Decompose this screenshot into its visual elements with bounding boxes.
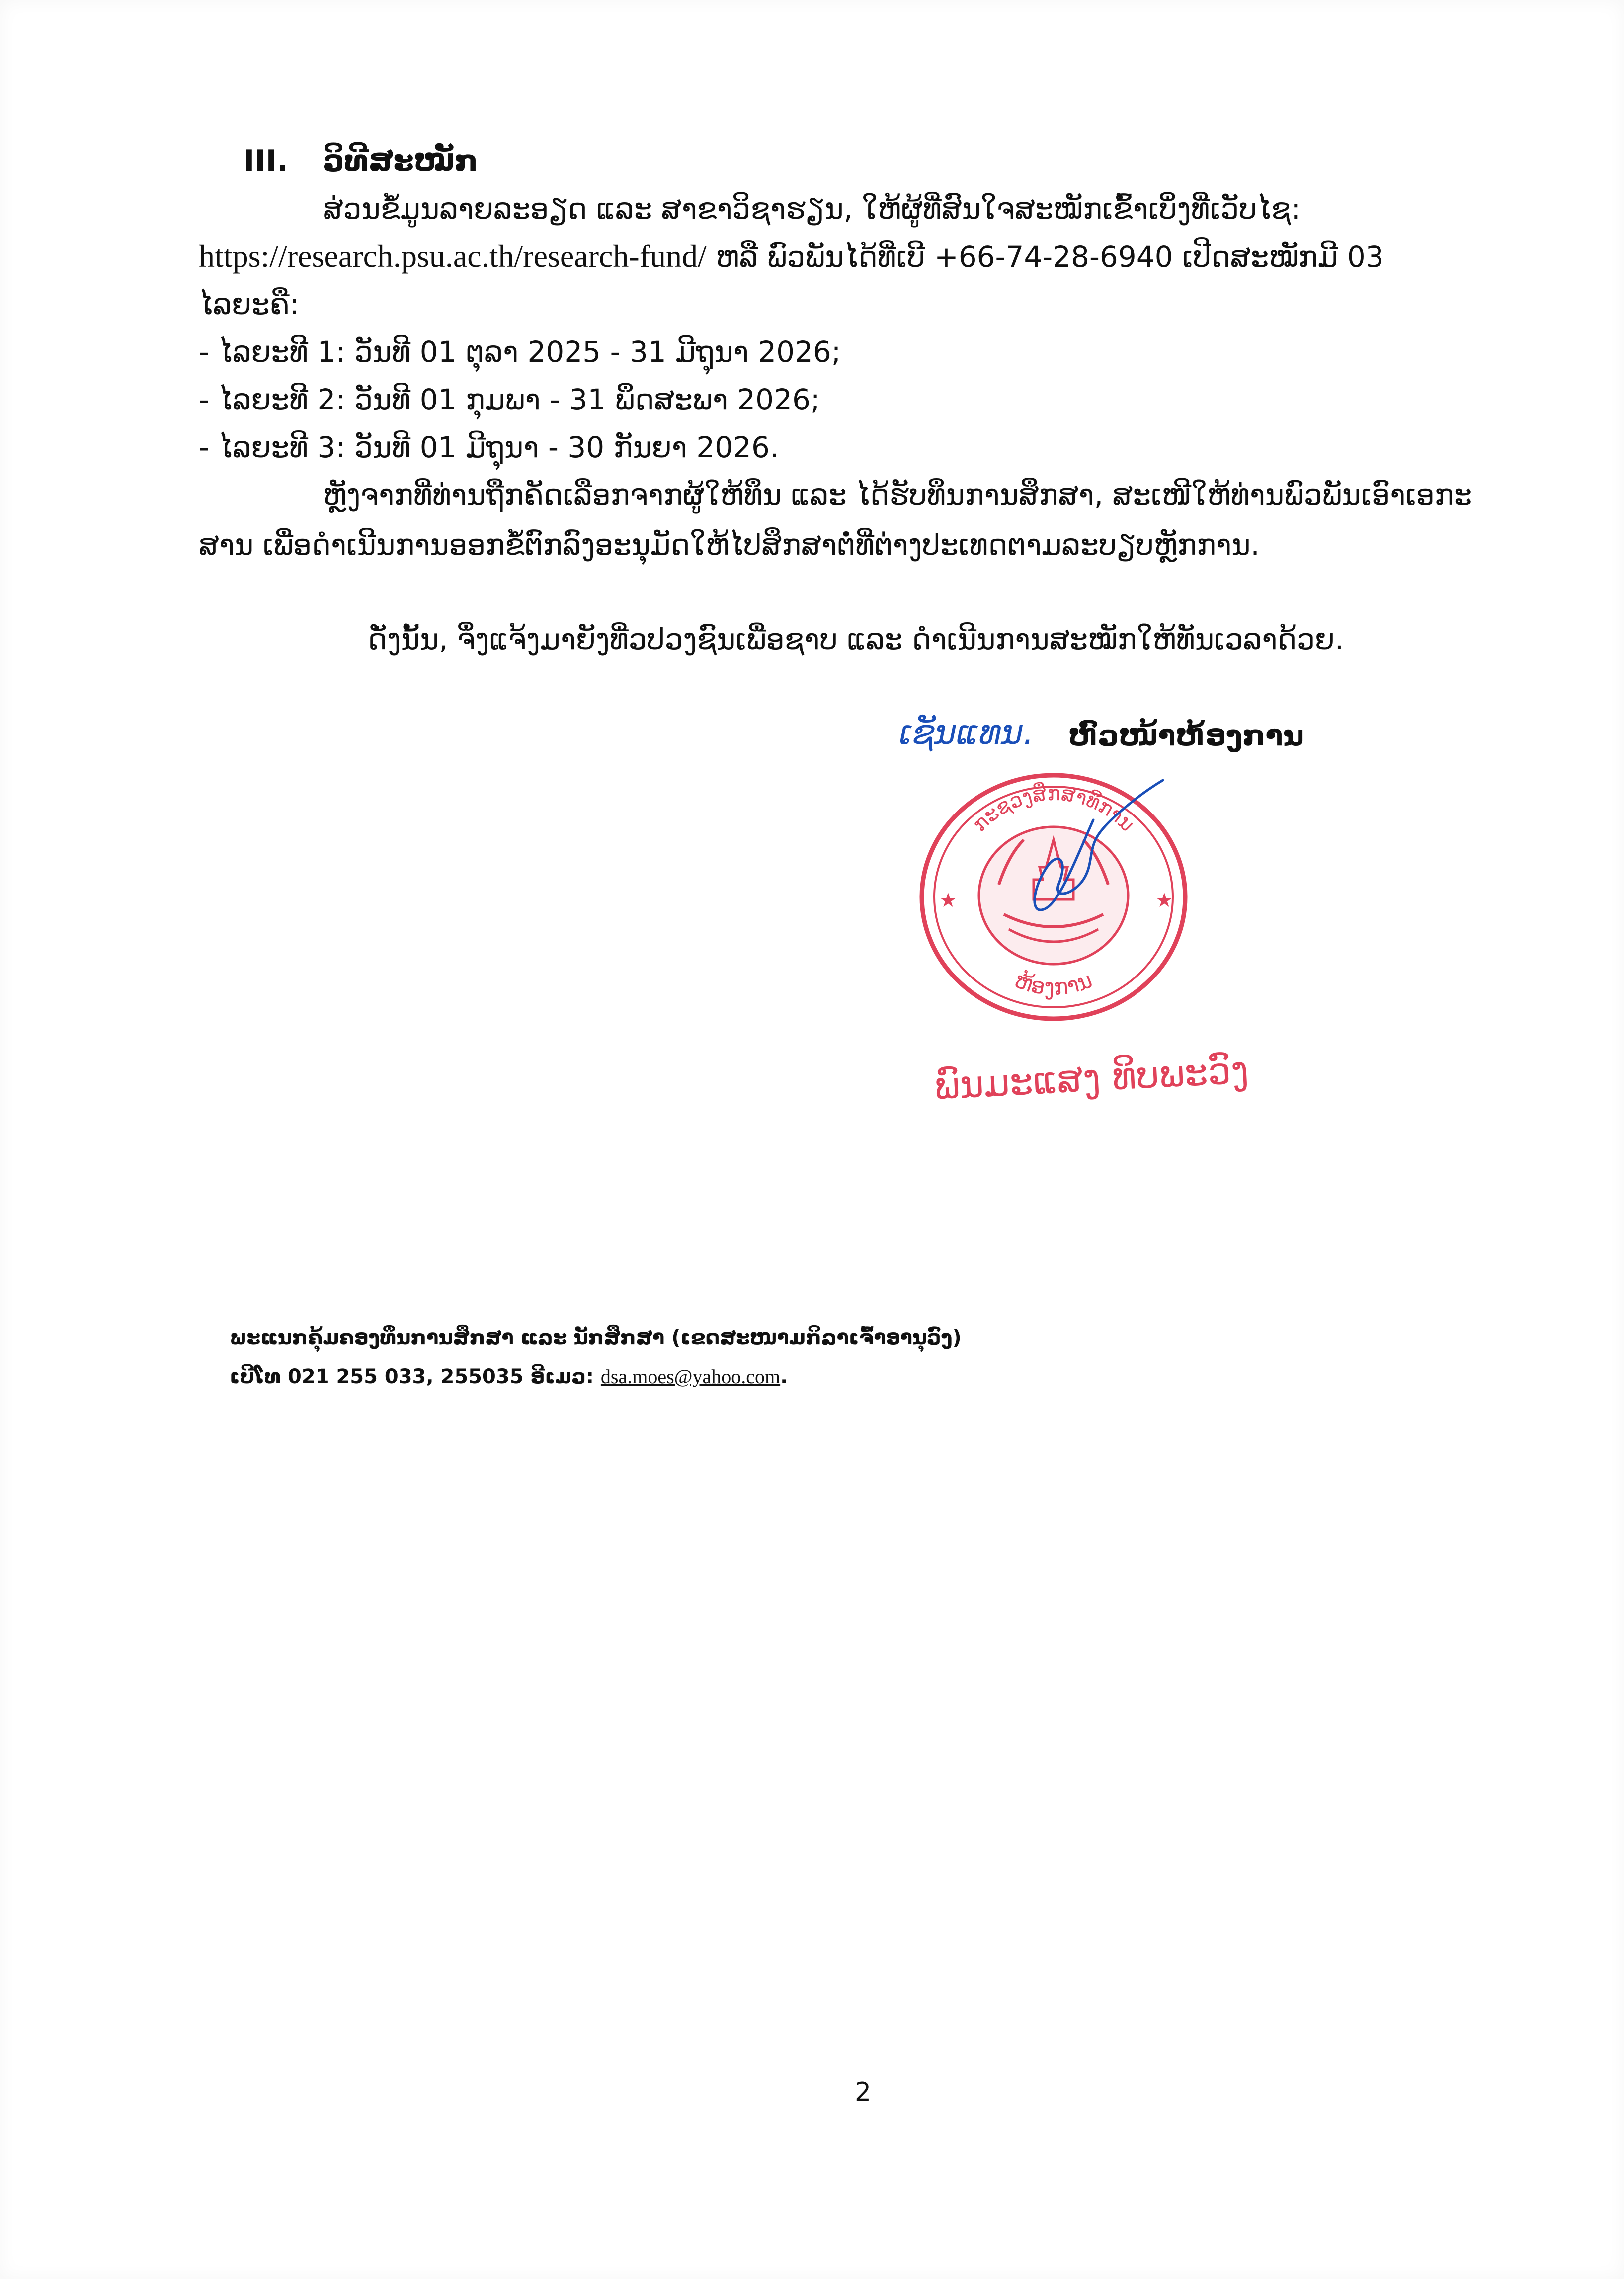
paragraph1-line1: ສ່ວນຂໍ້ມູນລາຍລະອຽດ ແລະ ສາຂາວິຊາຮຽນ, ໃຫ້ຜູ້ທີ່ສົນໃຈສະໝັກເຂົ້າເບິ່ງທີ່ເວັບໄຊ: (323, 192, 1301, 226)
closing-sentence: ດັ່ງນັ້ນ, ຈຶ່ງແຈ້ງມາຍັງທີ່ວປວງຊົນເພື່ອຊາບ ແລະ ດຳເນີນການສະໝັກໃຫ້ທັນເວລາດ້ວຍ. (368, 622, 1344, 656)
section-title: ວິທີສະໝັກ (323, 144, 478, 178)
footer-period: . (780, 1365, 788, 1388)
research-fund-link[interactable]: https://research.psu.ac.th/research-fund/ (199, 239, 707, 274)
footer-department: ພະແນກຄຸ້ມຄອງທຶນການສຶກສາ ແລະ ນັກສຶກສາ (ເຂດສະໜາມກິລາເຈົ້າອານຸວົງ) (230, 1326, 962, 1349)
paragraph2-line1: ຫຼັງຈາກທີ່ທ່ານຖືກຄັດເລືອກຈາກຜູ້ໃຫ້ທຶນ ແລະ ໄດ້ຮັບທຶນການສຶກສາ, ສະເໜີໃຫ້ທ່ານພົວພັນເອົາເອກະ (323, 478, 1472, 512)
period-item-2: - ໄລຍະທີ 2: ວັນທີ 01 ກຸມພາ - 31 ພຶດສະພາ 2026; (199, 383, 820, 416)
official-seal-stamp (909, 765, 1198, 1029)
page-number: 2 (855, 2077, 872, 2107)
footer-email-link[interactable]: dsa.moes@yahoo.com (600, 1365, 781, 1387)
period-item-1: - ໄລຍະທີ 1: ວັນທີ 01 ຕຸລາ 2025 - 31 ມີຖຸນາ 2026; (199, 335, 841, 369)
seal-star-left: ★ (939, 889, 957, 912)
paragraph2-line2: ສານ ເພື່ອດຳເນີນການອອກຂໍ້ຕົກລົງອະນຸມັດໃຫ້ໄປສຶກສາຕໍ່ທີ່ຕ່າງປະເທດຕາມລະບຽບຫຼັກການ. (199, 528, 1260, 562)
section-number: III. (244, 144, 288, 178)
paragraph1-line3: ໄລຍະຄື: (199, 287, 300, 321)
period-item-3: - ໄລຍະທີ 3: ວັນທີ 01 ມີຖຸນາ - 30 ກັນຍາ 2026. (199, 430, 779, 464)
seal-star-right: ★ (1155, 889, 1173, 912)
seal-text-bottom: ຫ້ອງການ (1011, 967, 1096, 1001)
signer-name-stamp: ພົນມະແສງ ທິບພະວົງ (933, 1049, 1250, 1108)
signature-handwritten-prefix: ເຊັນແທນ. (899, 713, 1034, 752)
footer-contact (230, 1362, 788, 1391)
paragraph1-line2-rest: ຫລື ພົວພັນໄດ້ທີ່ເບີ +66-74-28-6940 ເປີດສະໝັກມີ 03 (706, 240, 1384, 274)
footer-phone: ເບີໂທ 021 255 033, 255035 ອີເມວ: (230, 1365, 601, 1388)
signer-title: ຫົວໜ້າຫ້ອງການ (1068, 719, 1304, 752)
seal-text-top: ກະຊວງສຶກສາທິການ (968, 782, 1139, 836)
paragraph1-line2 (199, 237, 1384, 277)
